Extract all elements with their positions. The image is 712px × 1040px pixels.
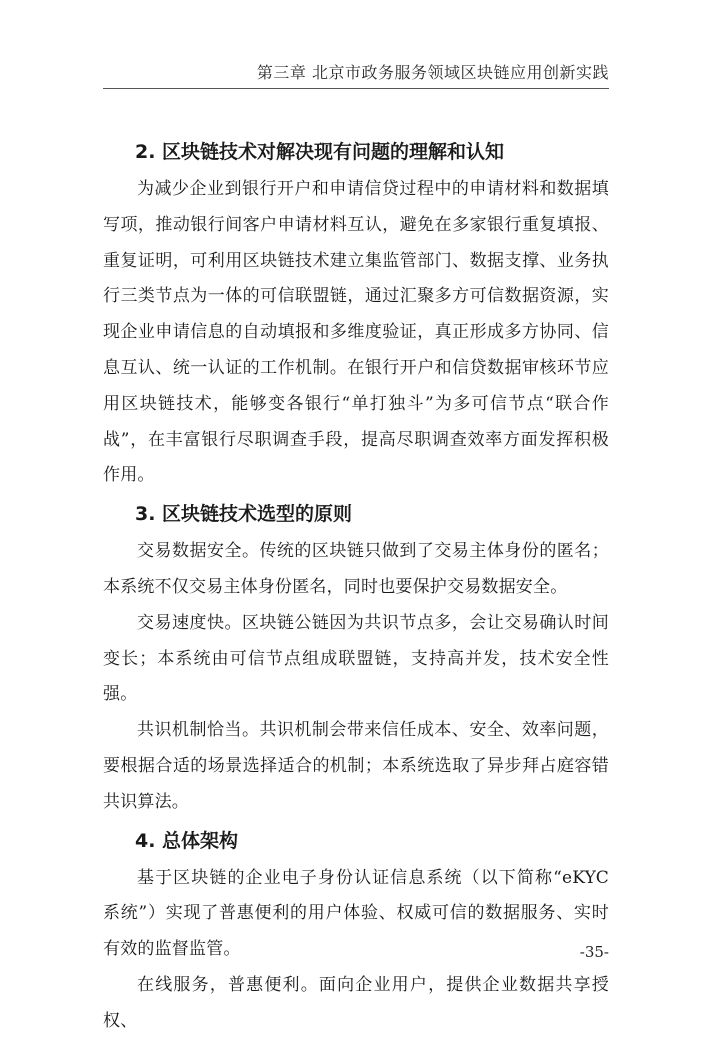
running-header: 第三章 北京市政务服务领域区块链应用创新实践 <box>256 63 609 82</box>
section-selection-principles <box>103 494 609 820</box>
section-heading: 4. 总体架构 <box>135 829 239 852</box>
section-heading: 3. 区块链技术选型的原则 <box>135 503 353 526</box>
paragraph: 为减少企业到银行开户和申请信贷过程中的申请材料和数据填写项，推动银行间客户申请材料互认，避免在多家银行重复填报、重复证明，可利用区块链技术建立集监管部门、数据支撑、业务执行三类节点为一体的可信联盟链，通过汇聚多方可信数据资源，实现企业申请信息的自动填报和多维度验证，真正形成多方协同、信息互认、统一认证的工作机制。在银行开户和信贷数据审核环节应用区块链技术，能够变各银行“单打独斗”为多可信节点“联合作战”，在丰富银行尽职调查手段，提高尽职调查效率方面发挥积极作用。 <box>103 179 609 486</box>
page-body <box>103 132 609 1040</box>
paragraph: 交易速度快。区块链公链因为共识节点多，会让交易确认时间变长；本系统由可信节点组成联盟链，支持高并发，技术安全性强。 <box>103 612 609 705</box>
page-number: -35- <box>579 943 609 961</box>
section-heading: 2. 区块链技术对解决现有问题的理解和认知 <box>135 141 505 163</box>
paragraph: 交易数据安全。传统的区块链只做到了交易主体身份的匿名；本系统不仅交易主体身份匿名，同时也要保护交易数据安全。 <box>103 541 609 597</box>
paragraph: 共识机制恰当。共识机制会带来信任成本、安全、效率问题，要根据合适的场景选择适合的机制；本系统选取了异步拜占庭容错共识算法。 <box>103 720 609 812</box>
paragraph: 在线服务，普惠便利。面向企业用户，提供企业数据共享授权、 <box>103 974 609 1031</box>
section-understanding <box>103 132 609 494</box>
paragraph: 基于区块链的企业电子身份认证信息系统（以下简称“eKYC 系统”）实现了普惠便利的用户体验、权威可信的数据服务、实时有效的监督监管。 <box>103 867 609 960</box>
header-rule <box>103 88 609 89</box>
